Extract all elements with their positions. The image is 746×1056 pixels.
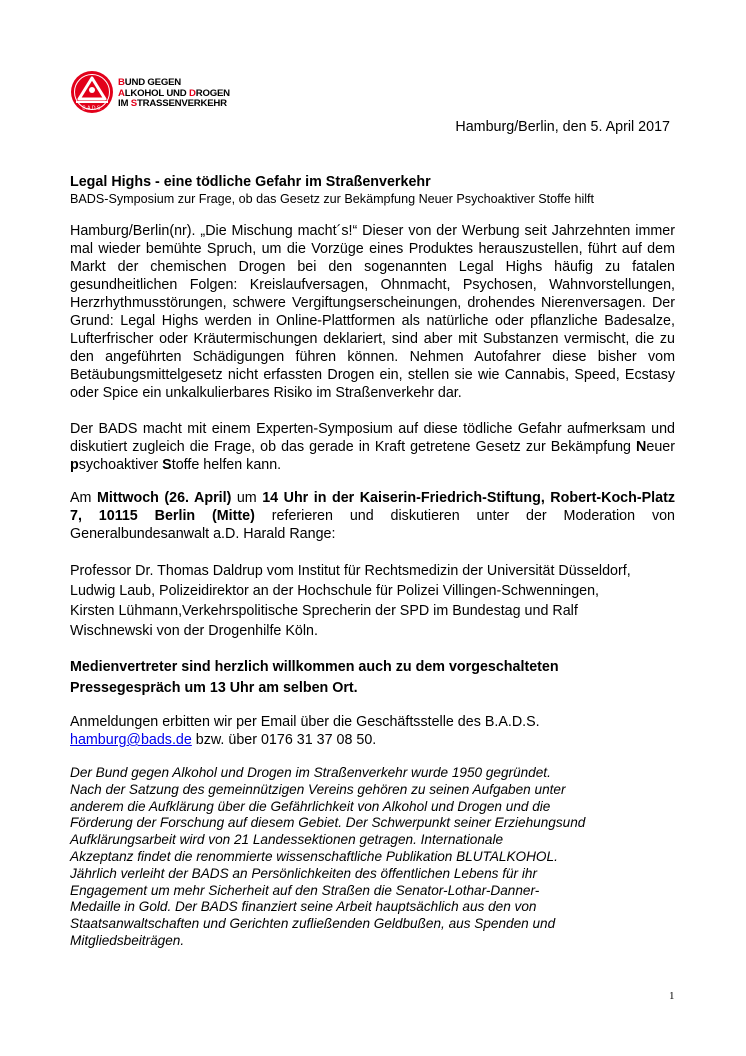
about-line: Nach der Satzung des gemeinnützigen Vereins gehören zu seinen Aufgaben unter — [70, 781, 566, 797]
registration-contact — [70, 731, 675, 749]
event-date: Mittwoch (26. April) — [96, 490, 232, 506]
logo-badge-text: B.A.D.S. — [82, 105, 102, 112]
logo-line-2-text-b: ROGEN — [195, 87, 230, 99]
media-invitation — [70, 657, 675, 699]
logo-line-3-text-b: TRASSENVERKEHR — [136, 98, 227, 109]
about-line: Staatsanwaltschaften und Gerichten zufließenden Geldbußen, aus Spenden und — [70, 916, 556, 932]
logo-wordmark — [118, 78, 230, 110]
logo-initial-a: A — [118, 87, 125, 99]
symposium-paragraph — [70, 420, 675, 474]
speakers-list — [70, 561, 675, 641]
acronym-p: p — [70, 457, 79, 473]
bads-emblem-icon — [70, 70, 114, 114]
event-location: 14 Uhr in der Kaiserin-Friedrich-Stiftung, Robert-Koch-Platz 7, 10115 Berlin (Mitte) — [70, 490, 675, 524]
subheadline: BADS-Symposium zur Frage, ob das Gesetz zur Bekämpfung Neuer Psychoaktiver Stoffe hilft — [70, 192, 595, 206]
logo-line-2-text-a: LKOHOL UND — [124, 87, 189, 99]
about-line: Jährlich verleiht der BADS an Persönlichkeiten des öffentlichen Lebens für ihr — [70, 865, 537, 881]
about-line: Medaille in Gold. Der BADS finanziert seine Arbeit hauptsächlich aus den von — [70, 899, 537, 915]
acronym-n-rest: euer — [646, 439, 675, 455]
about-line: Der Bund gegen Alkohol und Drogen im Straßenverkehr wurde 1950 gegründet. — [70, 765, 551, 780]
about-bads — [70, 765, 675, 950]
speaker-line: Wischnewski von der Drogenhilfe Köln. — [70, 623, 318, 639]
registration-text: Anmeldungen erbitten wir per Email über die Geschäftsstelle des B.A.D.S. — [70, 714, 540, 730]
page-number: 1 — [669, 990, 675, 1002]
intro-paragraph: Hamburg/Berlin(nr). „Die Mischung macht´s!“ Dieser von der Werbung seit Jahrzehnten immer mal wieder bemühte Spruch, um die Vorzüge eines Produktes herauszustellen, führt auf dem Markt der chemischen Drogen bei den sogenannten Legal Highs häufig zu fatalen gesundheitlichen Folgen: Kreislaufversagen, Ohnmacht, Psychosen, Wahnvorstellungen, Herzrhythmusstörungen, schwere Vergiftungserscheinungen, drohendes Nierenversagen. Der Grund: Legal Highs werden in Online-Plattformen als natürliche oder pflanzliche Badesalze, Lufterfrischer oder Kräutermischungen deklariert, sind aber mit Substanzen vermischt, die zu den angeführten Schädigungen führen können. Nehmen Autofahrer diese bisher vom Betäubungsmittelgesetz nicht erfassten Drogen ein, stellen sie wie Cannabis, Speed, Ecstasy oder Spice ein unkalkulierbares Risiko im Straßenverkehr dar. — [70, 223, 675, 401]
about-line: Mitgliedsbeiträgen. — [70, 932, 185, 948]
event-paragraph — [70, 489, 675, 543]
acronym-s-rest: toffe helfen kann. — [171, 457, 282, 473]
event-text-3: referieren und diskutieren unter der Moderation von Generalbundesanwalt a.D. Harald Range: — [70, 508, 675, 542]
email-link[interactable]: hamburg@bads.de — [70, 732, 192, 748]
about-line: Förderung der Forschung auf diesem Gebiet. Der Schwerpunkt seiner Erziehungsund — [70, 815, 586, 831]
about-line: Engagement um mehr Sicherheit auf den Straßen die Senator-Lothar-Danner- — [70, 882, 540, 898]
logo-initial-s: S — [130, 98, 137, 109]
document-body — [70, 173, 675, 950]
speaker-line: Ludwig Laub, Polizeidirektor an der Hochschule für Polizei Villingen-Schwenningen, — [70, 583, 600, 599]
date-line: Hamburg/Berlin, den 5. April 2017 — [455, 119, 670, 135]
logo-line-1-text: UND GEGEN — [124, 77, 182, 88]
logo-line-3 — [118, 99, 230, 110]
about-line: Akzeptanz findet die renommierte wissenschaftliche Publikation BLUTALKOHOL. — [70, 848, 558, 864]
logo-initial-d: D — [188, 87, 196, 99]
media-invitation-line-2: Pressegespräch um 13 Uhr am selben Ort. — [70, 680, 358, 696]
acronym-n: N — [636, 439, 647, 455]
phone-text: bzw. über 0176 31 37 08 50. — [191, 732, 377, 748]
event-text-2: um — [231, 490, 263, 506]
symposium-text: Der BADS macht mit einem Experten-Symposium auf diese tödliche Gefahr aufmerksam und diskutiert zugleich die Frage, ob das gerade in Kraft getretene Gesetz zur Bekämpfung — [70, 421, 675, 455]
event-text-1: Am — [70, 490, 97, 506]
bads-logo — [70, 70, 270, 114]
logo-line-3-text-a: IM — [118, 98, 131, 109]
speaker-line: Kirsten Lühmann,Verkehrspolitische Sprecherin der SPD im Bundestag und Ralf — [70, 603, 578, 619]
speaker-line: Professor Dr. Thomas Daldrup vom Institut für Rechtsmedizin der Universität Düsseldorf, — [70, 563, 631, 579]
about-line: Aufklärungsarbeit wird von 21 Landessektionen getragen. Internationale — [70, 832, 504, 848]
registration-info — [70, 713, 675, 749]
acronym-s: S — [162, 457, 172, 473]
media-invitation-line-1: Medienvertreter sind herzlich willkommen auch zu dem vorgeschalteten — [70, 659, 559, 675]
headline: Legal Highs - eine tödliche Gefahr im Straßenverkehr — [70, 174, 431, 190]
logo-initial-b: B — [118, 77, 125, 88]
about-line: anderem die Aufklärung über die Gefährlichkeit von Alkohol und Drogen und die — [70, 798, 551, 814]
acronym-p-rest: sychoaktiver — [78, 457, 163, 473]
